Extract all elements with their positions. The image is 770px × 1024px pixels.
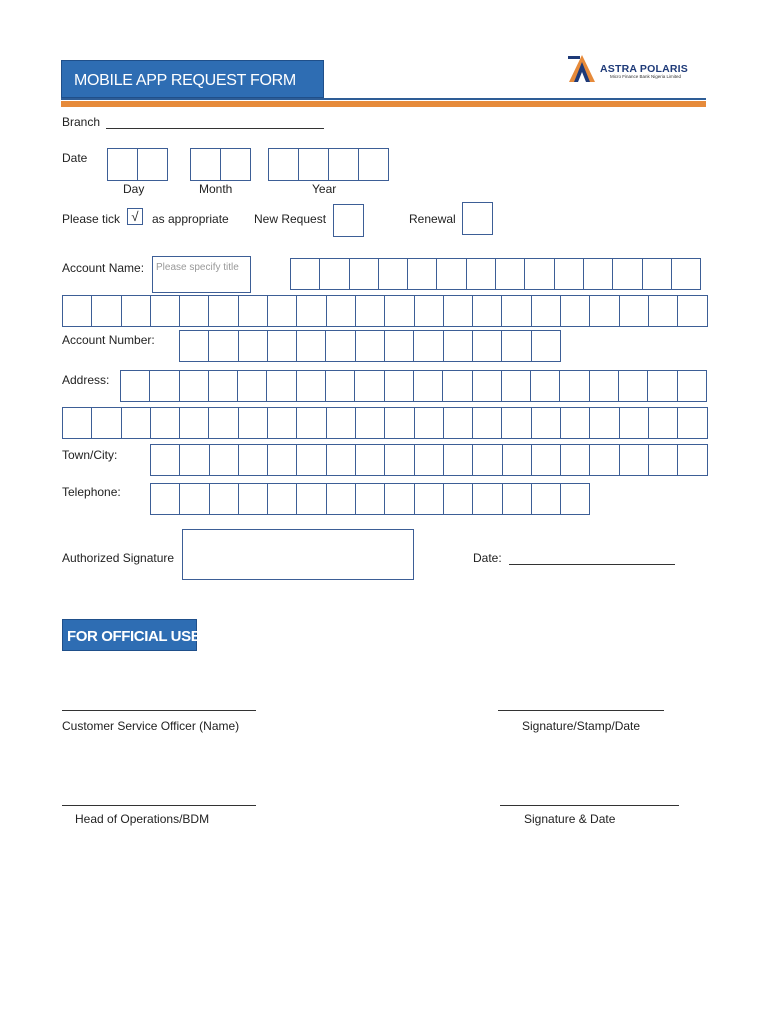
char-box[interactable] [209, 483, 239, 515]
astra-polaris-logo [566, 52, 708, 86]
char-box[interactable] [502, 444, 532, 476]
account-name-label: Account Name: [62, 261, 145, 275]
char-box[interactable] [671, 258, 701, 290]
char-box[interactable] [267, 483, 297, 515]
signature-box[interactable] [182, 529, 414, 580]
logo-name: ASTRA POLARIS [600, 63, 688, 75]
year-digit-box[interactable] [298, 148, 329, 181]
char-box[interactable] [501, 330, 531, 362]
month-boxes[interactable] [190, 148, 251, 181]
char-box[interactable] [384, 483, 414, 515]
char-box[interactable] [619, 295, 649, 327]
char-box[interactable] [560, 444, 590, 476]
date-label: Date [62, 151, 88, 165]
char-box[interactable] [267, 330, 297, 362]
char-box[interactable] [62, 295, 92, 327]
year-digit-box[interactable] [268, 148, 299, 181]
telephone-boxes[interactable] [150, 483, 590, 515]
char-box[interactable] [209, 444, 239, 476]
char-box[interactable] [472, 483, 502, 515]
char-box[interactable] [501, 407, 531, 439]
char-box[interactable] [413, 370, 443, 402]
please-tick-label: Please tick [62, 212, 121, 226]
char-box[interactable] [414, 407, 444, 439]
char-box[interactable] [355, 444, 385, 476]
char-box[interactable] [354, 370, 384, 402]
char-box[interactable] [472, 407, 502, 439]
char-box[interactable] [179, 407, 209, 439]
account-name-row-2[interactable] [62, 295, 708, 327]
char-box[interactable] [319, 258, 349, 290]
char-box[interactable] [677, 370, 707, 402]
char-box[interactable] [326, 407, 356, 439]
char-box[interactable] [413, 330, 443, 362]
char-box[interactable] [589, 407, 619, 439]
char-box[interactable] [91, 407, 121, 439]
renewal-checkbox[interactable] [462, 202, 493, 235]
char-box[interactable] [266, 370, 296, 402]
town-city-boxes[interactable] [150, 444, 708, 476]
char-box[interactable] [384, 370, 414, 402]
year-boxes[interactable] [268, 148, 389, 181]
char-box[interactable] [414, 444, 444, 476]
char-box[interactable] [618, 370, 648, 402]
char-box[interactable] [436, 258, 466, 290]
char-box[interactable] [384, 407, 414, 439]
month-caption: Month [199, 182, 233, 196]
char-box[interactable] [466, 258, 496, 290]
char-box[interactable] [179, 330, 209, 362]
head-ops-line[interactable] [62, 805, 256, 806]
char-box[interactable] [589, 370, 619, 402]
char-box[interactable] [296, 295, 326, 327]
account-name-row-1[interactable] [290, 258, 701, 290]
day-digit-box[interactable] [137, 148, 168, 181]
tick-example-box: √ [127, 208, 143, 225]
day-boxes[interactable] [107, 148, 168, 181]
char-box[interactable] [325, 330, 355, 362]
char-box[interactable] [472, 295, 502, 327]
char-box[interactable] [647, 370, 677, 402]
char-box[interactable] [238, 483, 268, 515]
char-box[interactable] [237, 370, 267, 402]
char-box[interactable] [560, 407, 590, 439]
title-specify-box[interactable]: Please specify title [152, 256, 251, 293]
char-box[interactable] [472, 370, 502, 402]
char-box[interactable] [524, 258, 554, 290]
char-box[interactable] [349, 258, 379, 290]
char-box[interactable] [407, 258, 437, 290]
char-box[interactable] [677, 407, 707, 439]
char-box[interactable] [296, 444, 326, 476]
authorized-signature-label: Authorized Signature [62, 551, 175, 565]
char-box[interactable] [677, 444, 707, 476]
account-number-boxes[interactable] [179, 330, 561, 362]
char-box[interactable] [554, 258, 584, 290]
char-box[interactable] [642, 258, 672, 290]
char-box[interactable] [443, 444, 473, 476]
char-box[interactable] [501, 295, 531, 327]
date-right-field[interactable] [509, 564, 675, 565]
cso-name-line[interactable] [62, 710, 256, 711]
char-box[interactable] [583, 258, 613, 290]
char-box[interactable] [531, 330, 561, 362]
signature-stamp-line[interactable] [498, 710, 664, 711]
char-box[interactable] [501, 370, 531, 402]
char-box[interactable] [531, 295, 561, 327]
char-box[interactable] [384, 295, 414, 327]
char-box[interactable] [208, 330, 238, 362]
char-box[interactable] [619, 444, 649, 476]
char-box[interactable] [443, 407, 473, 439]
header-divider-orange [61, 101, 706, 107]
char-box[interactable] [296, 483, 326, 515]
header-divider-blue [61, 98, 706, 100]
town-city-label: Town/City: [62, 448, 118, 462]
char-box[interactable] [267, 295, 297, 327]
as-appropriate-label: as appropriate [152, 212, 229, 226]
char-box[interactable] [612, 258, 642, 290]
char-box[interactable] [531, 444, 561, 476]
branch-label: Branch [62, 115, 101, 129]
char-box[interactable] [443, 330, 473, 362]
char-box[interactable] [326, 295, 356, 327]
address-row-1[interactable] [120, 370, 707, 402]
char-box[interactable] [290, 258, 320, 290]
char-box[interactable] [472, 444, 502, 476]
char-box[interactable] [530, 370, 560, 402]
char-box[interactable] [619, 407, 649, 439]
char-box[interactable] [531, 407, 561, 439]
char-box[interactable] [121, 295, 151, 327]
char-box[interactable] [179, 483, 209, 515]
char-box[interactable] [589, 444, 619, 476]
char-box[interactable] [208, 407, 238, 439]
char-box[interactable] [443, 295, 473, 327]
char-box[interactable] [677, 295, 707, 327]
char-box[interactable] [531, 483, 561, 515]
char-box[interactable] [267, 407, 297, 439]
char-box[interactable] [326, 444, 356, 476]
char-box[interactable] [325, 370, 355, 402]
char-box[interactable] [296, 330, 326, 362]
head-ops-label: Head of Operations/BDM [75, 812, 210, 826]
char-box[interactable] [267, 444, 297, 476]
signature-stamp-label: Signature/Stamp/Date [522, 719, 641, 733]
char-box[interactable] [238, 330, 268, 362]
char-box[interactable] [149, 370, 179, 402]
char-box[interactable] [238, 295, 268, 327]
char-box[interactable] [495, 258, 525, 290]
char-box[interactable] [355, 483, 385, 515]
char-box[interactable] [559, 370, 589, 402]
branch-field[interactable] [106, 128, 324, 129]
char-box[interactable] [208, 295, 238, 327]
new-request-label: New Request [254, 212, 327, 226]
char-box[interactable] [91, 295, 121, 327]
char-box[interactable] [238, 407, 268, 439]
char-box[interactable] [414, 483, 444, 515]
char-box[interactable] [179, 444, 209, 476]
char-box[interactable] [150, 444, 180, 476]
form-title: MOBILE APP REQUEST FORM [61, 60, 324, 98]
char-box[interactable] [150, 407, 180, 439]
signature-date-label: Signature & Date [524, 812, 616, 826]
year-digit-box[interactable] [358, 148, 389, 181]
char-box[interactable] [121, 407, 151, 439]
char-box[interactable] [355, 330, 385, 362]
char-box[interactable] [62, 407, 92, 439]
char-box[interactable] [414, 295, 444, 327]
char-box[interactable] [384, 330, 414, 362]
signature-date-line[interactable] [500, 805, 679, 806]
char-box[interactable] [442, 370, 472, 402]
char-box[interactable] [378, 258, 408, 290]
year-digit-box[interactable] [328, 148, 359, 181]
address-label: Address: [62, 373, 110, 387]
char-box[interactable] [179, 370, 209, 402]
day-caption: Day [123, 182, 145, 196]
char-box[interactable] [355, 407, 385, 439]
char-box[interactable] [296, 407, 326, 439]
new-request-checkbox[interactable] [333, 204, 364, 237]
char-box[interactable] [384, 444, 414, 476]
renewal-label: Renewal [409, 212, 456, 226]
logo-subtitle: Micro Finance Bank Nigeria Limited [610, 74, 682, 79]
char-box[interactable] [238, 444, 268, 476]
char-box[interactable] [443, 483, 473, 515]
char-box[interactable] [648, 444, 678, 476]
char-box[interactable] [326, 483, 356, 515]
logo-mark-icon [566, 52, 600, 86]
char-box[interactable] [560, 295, 590, 327]
char-box[interactable] [355, 295, 385, 327]
month-digit-box[interactable] [220, 148, 251, 181]
char-box[interactable] [150, 295, 180, 327]
char-box[interactable] [472, 330, 502, 362]
year-caption: Year [312, 182, 337, 196]
char-box[interactable] [648, 295, 678, 327]
month-digit-box[interactable] [190, 148, 221, 181]
official-use-heading: FOR OFFICIAL USE [62, 619, 197, 651]
date-right-label: Date: [473, 551, 502, 565]
char-box[interactable] [296, 370, 326, 402]
char-box[interactable] [150, 483, 180, 515]
char-box[interactable] [208, 370, 238, 402]
telephone-label: Telephone: [62, 485, 121, 499]
char-box[interactable] [179, 295, 209, 327]
char-box[interactable] [560, 483, 590, 515]
char-box[interactable] [502, 483, 532, 515]
day-digit-box[interactable] [107, 148, 138, 181]
char-box[interactable] [589, 295, 619, 327]
char-box[interactable] [648, 407, 678, 439]
account-number-label: Account Number: [62, 333, 155, 347]
char-box[interactable] [120, 370, 150, 402]
cso-name-label: Customer Service Officer (Name) [62, 719, 240, 733]
address-row-2[interactable] [62, 407, 708, 439]
